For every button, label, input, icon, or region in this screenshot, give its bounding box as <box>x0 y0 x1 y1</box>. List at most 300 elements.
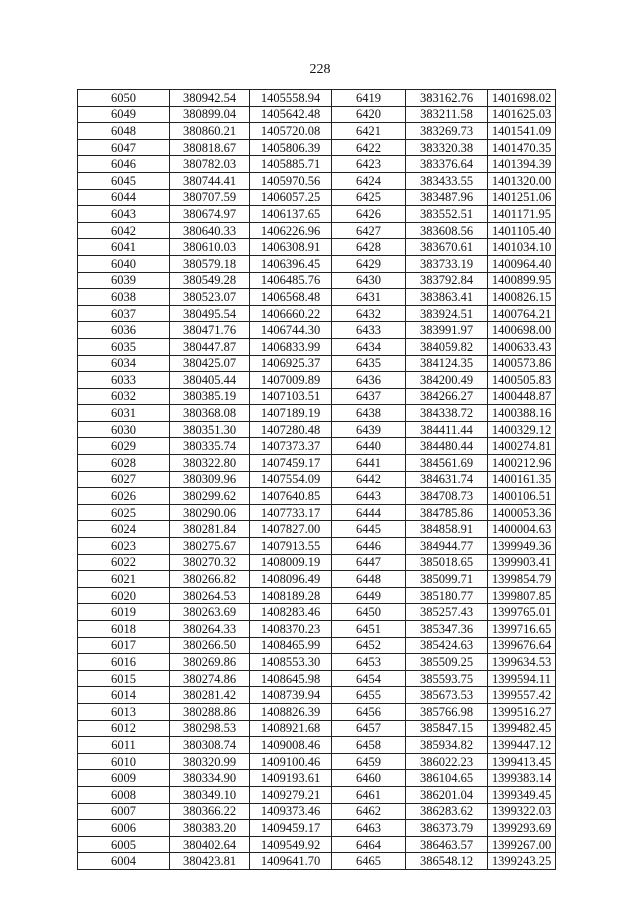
point-number-right: 6464 <box>332 836 406 853</box>
x-coordinate-right: 385424.63 <box>406 637 488 654</box>
table-row <box>78 753 556 770</box>
point-number-left: 6046 <box>78 156 170 173</box>
x-coordinate-right: 384631.74 <box>406 471 488 488</box>
y-coordinate-right: 1399413.45 <box>488 753 556 770</box>
y-coordinate-left: 1405642.48 <box>250 106 332 123</box>
x-coordinate-left: 380349.10 <box>170 786 250 803</box>
y-coordinate-right: 1399716.65 <box>488 621 556 638</box>
point-number-right: 6424 <box>332 172 406 189</box>
point-number-right: 6459 <box>332 753 406 770</box>
x-coordinate-left: 380299.62 <box>170 488 250 505</box>
y-coordinate-left: 1406396.45 <box>250 255 332 272</box>
point-number-right: 6453 <box>332 654 406 671</box>
point-number-right: 6431 <box>332 289 406 306</box>
x-coordinate-right: 385593.75 <box>406 670 488 687</box>
x-coordinate-right: 383269.73 <box>406 123 488 140</box>
x-coordinate-right: 386373.79 <box>406 820 488 837</box>
x-coordinate-right: 384708.73 <box>406 488 488 505</box>
x-coordinate-right: 385509.25 <box>406 654 488 671</box>
y-coordinate-left: 1407280.48 <box>250 421 332 438</box>
x-coordinate-left: 380579.18 <box>170 255 250 272</box>
point-number-right: 6423 <box>332 156 406 173</box>
y-coordinate-left: 1408096.49 <box>250 571 332 588</box>
point-number-right: 6432 <box>332 305 406 322</box>
table-row <box>78 90 556 107</box>
y-coordinate-left: 1407189.19 <box>250 405 332 422</box>
x-coordinate-left: 380264.33 <box>170 621 250 638</box>
x-coordinate-right: 383162.76 <box>406 90 488 107</box>
table-row <box>78 554 556 571</box>
table-row <box>78 720 556 737</box>
x-coordinate-right: 386201.04 <box>406 786 488 803</box>
table-row <box>78 322 556 339</box>
point-number-left: 6014 <box>78 687 170 704</box>
page-number: 228 <box>309 62 331 77</box>
point-number-left: 6004 <box>78 853 170 870</box>
y-coordinate-left: 1405806.39 <box>250 139 332 156</box>
point-number-right: 6433 <box>332 322 406 339</box>
point-number-right: 6436 <box>332 372 406 389</box>
point-number-right: 6420 <box>332 106 406 123</box>
x-coordinate-right: 386104.65 <box>406 770 488 787</box>
table-row <box>78 687 556 704</box>
x-coordinate-right: 386283.62 <box>406 803 488 820</box>
y-coordinate-right: 1400764.21 <box>488 305 556 322</box>
y-coordinate-left: 1407827.00 <box>250 521 332 538</box>
x-coordinate-right: 384561.69 <box>406 455 488 472</box>
table-row <box>78 372 556 389</box>
point-number-left: 6042 <box>78 222 170 239</box>
point-number-left: 6017 <box>78 637 170 654</box>
point-number-left: 6007 <box>78 803 170 820</box>
x-coordinate-right: 383924.51 <box>406 305 488 322</box>
y-coordinate-right: 1399854.79 <box>488 571 556 588</box>
y-coordinate-right: 1400505.83 <box>488 372 556 389</box>
table-row <box>78 222 556 239</box>
point-number-right: 6452 <box>332 637 406 654</box>
y-coordinate-left: 1407103.51 <box>250 388 332 405</box>
point-number-left: 6033 <box>78 372 170 389</box>
x-coordinate-left: 380447.87 <box>170 338 250 355</box>
point-number-right: 6461 <box>332 786 406 803</box>
y-coordinate-right: 1400004.63 <box>488 521 556 538</box>
table-row <box>78 255 556 272</box>
point-number-right: 6441 <box>332 455 406 472</box>
point-number-right: 6449 <box>332 587 406 604</box>
table-row <box>78 538 556 555</box>
y-coordinate-left: 1405885.71 <box>250 156 332 173</box>
point-number-left: 6044 <box>78 189 170 206</box>
x-coordinate-left: 380288.86 <box>170 703 250 720</box>
y-coordinate-right: 1400964.40 <box>488 255 556 272</box>
point-number-right: 6445 <box>332 521 406 538</box>
point-number-left: 6040 <box>78 255 170 272</box>
point-number-left: 6031 <box>78 405 170 422</box>
point-number-right: 6434 <box>332 338 406 355</box>
point-number-right: 6425 <box>332 189 406 206</box>
y-coordinate-left: 1408283.46 <box>250 604 332 621</box>
y-coordinate-right: 1400053.36 <box>488 504 556 521</box>
y-coordinate-left: 1408189.28 <box>250 587 332 604</box>
y-coordinate-left: 1405720.08 <box>250 123 332 140</box>
point-number-right: 6427 <box>332 222 406 239</box>
y-coordinate-right: 1399557.42 <box>488 687 556 704</box>
table-row <box>78 853 556 870</box>
point-number-left: 6038 <box>78 289 170 306</box>
table-row <box>78 305 556 322</box>
y-coordinate-right: 1399447.12 <box>488 737 556 754</box>
point-number-left: 6016 <box>78 654 170 671</box>
x-coordinate-left: 380298.53 <box>170 720 250 737</box>
x-coordinate-left: 380334.90 <box>170 770 250 787</box>
table-row <box>78 820 556 837</box>
point-number-right: 6463 <box>332 820 406 837</box>
point-number-left: 6032 <box>78 388 170 405</box>
x-coordinate-left: 380549.28 <box>170 272 250 289</box>
y-coordinate-left: 1407009.89 <box>250 372 332 389</box>
point-number-left: 6024 <box>78 521 170 538</box>
table-row <box>78 189 556 206</box>
y-coordinate-left: 1407459.17 <box>250 455 332 472</box>
y-coordinate-right: 1400329.12 <box>488 421 556 438</box>
y-coordinate-right: 1399594.11 <box>488 670 556 687</box>
x-coordinate-right: 383320.38 <box>406 139 488 156</box>
y-coordinate-left: 1406226.96 <box>250 222 332 239</box>
y-coordinate-right: 1400698.00 <box>488 322 556 339</box>
y-coordinate-right: 1401105.40 <box>488 222 556 239</box>
x-coordinate-right: 384480.44 <box>406 438 488 455</box>
point-number-right: 6426 <box>332 206 406 223</box>
x-coordinate-right: 383991.97 <box>406 322 488 339</box>
y-coordinate-left: 1408826.39 <box>250 703 332 720</box>
x-coordinate-left: 380818.67 <box>170 139 250 156</box>
x-coordinate-right: 383670.61 <box>406 239 488 256</box>
table-row <box>78 388 556 405</box>
point-number-left: 6026 <box>78 488 170 505</box>
y-coordinate-left: 1409100.46 <box>250 753 332 770</box>
point-number-right: 6444 <box>332 504 406 521</box>
x-coordinate-right: 384411.44 <box>406 421 488 438</box>
y-coordinate-left: 1405970.56 <box>250 172 332 189</box>
point-number-left: 6048 <box>78 123 170 140</box>
y-coordinate-left: 1409373.46 <box>250 803 332 820</box>
x-coordinate-left: 380782.03 <box>170 156 250 173</box>
table-row <box>78 239 556 256</box>
y-coordinate-right: 1399267.00 <box>488 836 556 853</box>
y-coordinate-right: 1399765.01 <box>488 604 556 621</box>
point-number-left: 6023 <box>78 538 170 555</box>
point-number-right: 6422 <box>332 139 406 156</box>
point-number-right: 6448 <box>332 571 406 588</box>
y-coordinate-right: 1401698.02 <box>488 90 556 107</box>
x-coordinate-left: 380899.04 <box>170 106 250 123</box>
point-number-right: 6439 <box>332 421 406 438</box>
point-number-left: 6034 <box>78 355 170 372</box>
x-coordinate-left: 380266.82 <box>170 571 250 588</box>
point-number-left: 6015 <box>78 670 170 687</box>
x-coordinate-right: 384124.35 <box>406 355 488 372</box>
y-coordinate-left: 1409279.21 <box>250 786 332 803</box>
y-coordinate-left: 1409008.46 <box>250 737 332 754</box>
point-number-right: 6428 <box>332 239 406 256</box>
point-number-left: 6010 <box>78 753 170 770</box>
point-number-left: 6027 <box>78 471 170 488</box>
table-row <box>78 488 556 505</box>
table-row <box>78 156 556 173</box>
x-coordinate-right: 385180.77 <box>406 587 488 604</box>
table-row <box>78 289 556 306</box>
point-number-right: 6437 <box>332 388 406 405</box>
coordinates-table <box>77 89 556 870</box>
x-coordinate-right: 386022.23 <box>406 753 488 770</box>
y-coordinate-right: 1401394.39 <box>488 156 556 173</box>
y-coordinate-right: 1399949.36 <box>488 538 556 555</box>
y-coordinate-right: 1400161.35 <box>488 471 556 488</box>
x-coordinate-left: 380351.30 <box>170 421 250 438</box>
y-coordinate-right: 1399243.25 <box>488 853 556 870</box>
x-coordinate-left: 380744.41 <box>170 172 250 189</box>
point-number-left: 6009 <box>78 770 170 787</box>
y-coordinate-right: 1399676.64 <box>488 637 556 654</box>
y-coordinate-left: 1408553.30 <box>250 654 332 671</box>
table-row <box>78 637 556 654</box>
x-coordinate-left: 380264.53 <box>170 587 250 604</box>
y-coordinate-left: 1408739.94 <box>250 687 332 704</box>
x-coordinate-right: 383552.51 <box>406 206 488 223</box>
x-coordinate-left: 380425.07 <box>170 355 250 372</box>
x-coordinate-right: 383792.84 <box>406 272 488 289</box>
point-number-right: 6440 <box>332 438 406 455</box>
x-coordinate-left: 380402.64 <box>170 836 250 853</box>
point-number-right: 6421 <box>332 123 406 140</box>
y-coordinate-right: 1399807.85 <box>488 587 556 604</box>
table-row <box>78 421 556 438</box>
y-coordinate-left: 1406137.65 <box>250 206 332 223</box>
point-number-right: 6429 <box>332 255 406 272</box>
point-number-left: 6035 <box>78 338 170 355</box>
y-coordinate-right: 1399634.53 <box>488 654 556 671</box>
x-coordinate-left: 380610.03 <box>170 239 250 256</box>
y-coordinate-left: 1408009.19 <box>250 554 332 571</box>
x-coordinate-right: 384858.91 <box>406 521 488 538</box>
point-number-left: 6005 <box>78 836 170 853</box>
y-coordinate-left: 1409641.70 <box>250 853 332 870</box>
x-coordinate-right: 383433.55 <box>406 172 488 189</box>
y-coordinate-right: 1401251.06 <box>488 189 556 206</box>
x-coordinate-right: 385347.36 <box>406 621 488 638</box>
y-coordinate-left: 1409193.61 <box>250 770 332 787</box>
y-coordinate-left: 1407554.09 <box>250 471 332 488</box>
point-number-left: 6011 <box>78 737 170 754</box>
x-coordinate-right: 383608.56 <box>406 222 488 239</box>
point-number-right: 6455 <box>332 687 406 704</box>
x-coordinate-right: 386463.57 <box>406 836 488 853</box>
table-row <box>78 455 556 472</box>
table-row <box>78 587 556 604</box>
y-coordinate-right: 1401625.03 <box>488 106 556 123</box>
y-coordinate-right: 1400899.95 <box>488 272 556 289</box>
point-number-right: 6419 <box>332 90 406 107</box>
x-coordinate-right: 384200.49 <box>406 372 488 389</box>
table-row <box>78 703 556 720</box>
table-row <box>78 206 556 223</box>
x-coordinate-right: 385847.15 <box>406 720 488 737</box>
x-coordinate-right: 384785.86 <box>406 504 488 521</box>
y-coordinate-right: 1400106.51 <box>488 488 556 505</box>
point-number-right: 6450 <box>332 604 406 621</box>
table-row <box>78 604 556 621</box>
point-number-right: 6435 <box>332 355 406 372</box>
x-coordinate-left: 380274.86 <box>170 670 250 687</box>
point-number-left: 6012 <box>78 720 170 737</box>
x-coordinate-right: 383733.19 <box>406 255 488 272</box>
x-coordinate-left: 380270.32 <box>170 554 250 571</box>
table-row <box>78 803 556 820</box>
x-coordinate-right: 383211.58 <box>406 106 488 123</box>
x-coordinate-left: 380471.76 <box>170 322 250 339</box>
point-number-right: 6443 <box>332 488 406 505</box>
x-coordinate-left: 380266.50 <box>170 637 250 654</box>
point-number-left: 6025 <box>78 504 170 521</box>
point-number-right: 6460 <box>332 770 406 787</box>
x-coordinate-left: 380275.67 <box>170 538 250 555</box>
point-number-left: 6037 <box>78 305 170 322</box>
y-coordinate-right: 1401034.10 <box>488 239 556 256</box>
x-coordinate-right: 386548.12 <box>406 853 488 870</box>
table-row <box>78 571 556 588</box>
x-coordinate-left: 380385.19 <box>170 388 250 405</box>
y-coordinate-right: 1400274.81 <box>488 438 556 455</box>
point-number-left: 6022 <box>78 554 170 571</box>
y-coordinate-right: 1400633.43 <box>488 338 556 355</box>
x-coordinate-left: 380707.59 <box>170 189 250 206</box>
point-number-left: 6021 <box>78 571 170 588</box>
y-coordinate-left: 1407913.55 <box>250 538 332 555</box>
point-number-right: 6454 <box>332 670 406 687</box>
y-coordinate-left: 1409549.92 <box>250 836 332 853</box>
table-row <box>78 670 556 687</box>
point-number-right: 6430 <box>332 272 406 289</box>
table-row <box>78 355 556 372</box>
y-coordinate-right: 1401320.00 <box>488 172 556 189</box>
y-coordinate-right: 1400573.86 <box>488 355 556 372</box>
x-coordinate-left: 380281.84 <box>170 521 250 538</box>
y-coordinate-left: 1407640.85 <box>250 488 332 505</box>
y-coordinate-right: 1399903.41 <box>488 554 556 571</box>
point-number-left: 6039 <box>78 272 170 289</box>
x-coordinate-right: 384266.27 <box>406 388 488 405</box>
point-number-left: 6013 <box>78 703 170 720</box>
x-coordinate-right: 384059.82 <box>406 338 488 355</box>
x-coordinate-right: 385257.43 <box>406 604 488 621</box>
y-coordinate-right: 1399482.45 <box>488 720 556 737</box>
x-coordinate-left: 380269.86 <box>170 654 250 671</box>
point-number-left: 6028 <box>78 455 170 472</box>
y-coordinate-right: 1401541.09 <box>488 123 556 140</box>
x-coordinate-left: 380405.44 <box>170 372 250 389</box>
y-coordinate-right: 1400388.16 <box>488 405 556 422</box>
x-coordinate-left: 380368.08 <box>170 405 250 422</box>
y-coordinate-left: 1409459.17 <box>250 820 332 837</box>
x-coordinate-left: 380383.20 <box>170 820 250 837</box>
point-number-left: 6050 <box>78 90 170 107</box>
y-coordinate-right: 1399293.69 <box>488 820 556 837</box>
point-number-right: 6438 <box>332 405 406 422</box>
x-coordinate-right: 385099.71 <box>406 571 488 588</box>
table-row <box>78 737 556 754</box>
x-coordinate-left: 380674.97 <box>170 206 250 223</box>
table-row <box>78 786 556 803</box>
point-number-left: 6041 <box>78 239 170 256</box>
x-coordinate-right: 383487.96 <box>406 189 488 206</box>
point-number-left: 6029 <box>78 438 170 455</box>
x-coordinate-left: 380281.42 <box>170 687 250 704</box>
table-row <box>78 106 556 123</box>
y-coordinate-right: 1401470.35 <box>488 139 556 156</box>
y-coordinate-right: 1400826.15 <box>488 289 556 306</box>
table-row <box>78 471 556 488</box>
y-coordinate-left: 1407373.37 <box>250 438 332 455</box>
x-coordinate-left: 380942.54 <box>170 90 250 107</box>
point-number-left: 6020 <box>78 587 170 604</box>
y-coordinate-left: 1408465.99 <box>250 637 332 654</box>
y-coordinate-right: 1399383.14 <box>488 770 556 787</box>
point-number-left: 6018 <box>78 621 170 638</box>
y-coordinate-left: 1406925.37 <box>250 355 332 372</box>
x-coordinate-right: 384338.72 <box>406 405 488 422</box>
x-coordinate-left: 380860.21 <box>170 123 250 140</box>
point-number-left: 6049 <box>78 106 170 123</box>
x-coordinate-left: 380423.81 <box>170 853 250 870</box>
y-coordinate-right: 1400448.87 <box>488 388 556 405</box>
x-coordinate-right: 383863.41 <box>406 289 488 306</box>
point-number-left: 6006 <box>78 820 170 837</box>
x-coordinate-left: 380263.69 <box>170 604 250 621</box>
x-coordinate-left: 380309.96 <box>170 471 250 488</box>
x-coordinate-left: 380290.06 <box>170 504 250 521</box>
point-number-right: 6465 <box>332 853 406 870</box>
table-row <box>78 139 556 156</box>
point-number-right: 6457 <box>332 720 406 737</box>
point-number-right: 6456 <box>332 703 406 720</box>
point-number-right: 6442 <box>332 471 406 488</box>
y-coordinate-right: 1399322.03 <box>488 803 556 820</box>
table-row <box>78 438 556 455</box>
point-number-left: 6036 <box>78 322 170 339</box>
table-row <box>78 521 556 538</box>
table-row <box>78 172 556 189</box>
x-coordinate-right: 384944.77 <box>406 538 488 555</box>
table-row <box>78 405 556 422</box>
point-number-right: 6458 <box>332 737 406 754</box>
y-coordinate-left: 1406308.91 <box>250 239 332 256</box>
x-coordinate-left: 380322.80 <box>170 455 250 472</box>
point-number-right: 6462 <box>332 803 406 820</box>
y-coordinate-left: 1405558.94 <box>250 90 332 107</box>
y-coordinate-left: 1406660.22 <box>250 305 332 322</box>
table-row <box>78 654 556 671</box>
x-coordinate-right: 385766.98 <box>406 703 488 720</box>
x-coordinate-left: 380495.54 <box>170 305 250 322</box>
y-coordinate-left: 1406568.48 <box>250 289 332 306</box>
x-coordinate-left: 380366.22 <box>170 803 250 820</box>
x-coordinate-left: 380640.33 <box>170 222 250 239</box>
x-coordinate-left: 380320.99 <box>170 753 250 770</box>
y-coordinate-right: 1400212.96 <box>488 455 556 472</box>
table-row <box>78 836 556 853</box>
x-coordinate-left: 380523.07 <box>170 289 250 306</box>
x-coordinate-left: 380308.74 <box>170 737 250 754</box>
